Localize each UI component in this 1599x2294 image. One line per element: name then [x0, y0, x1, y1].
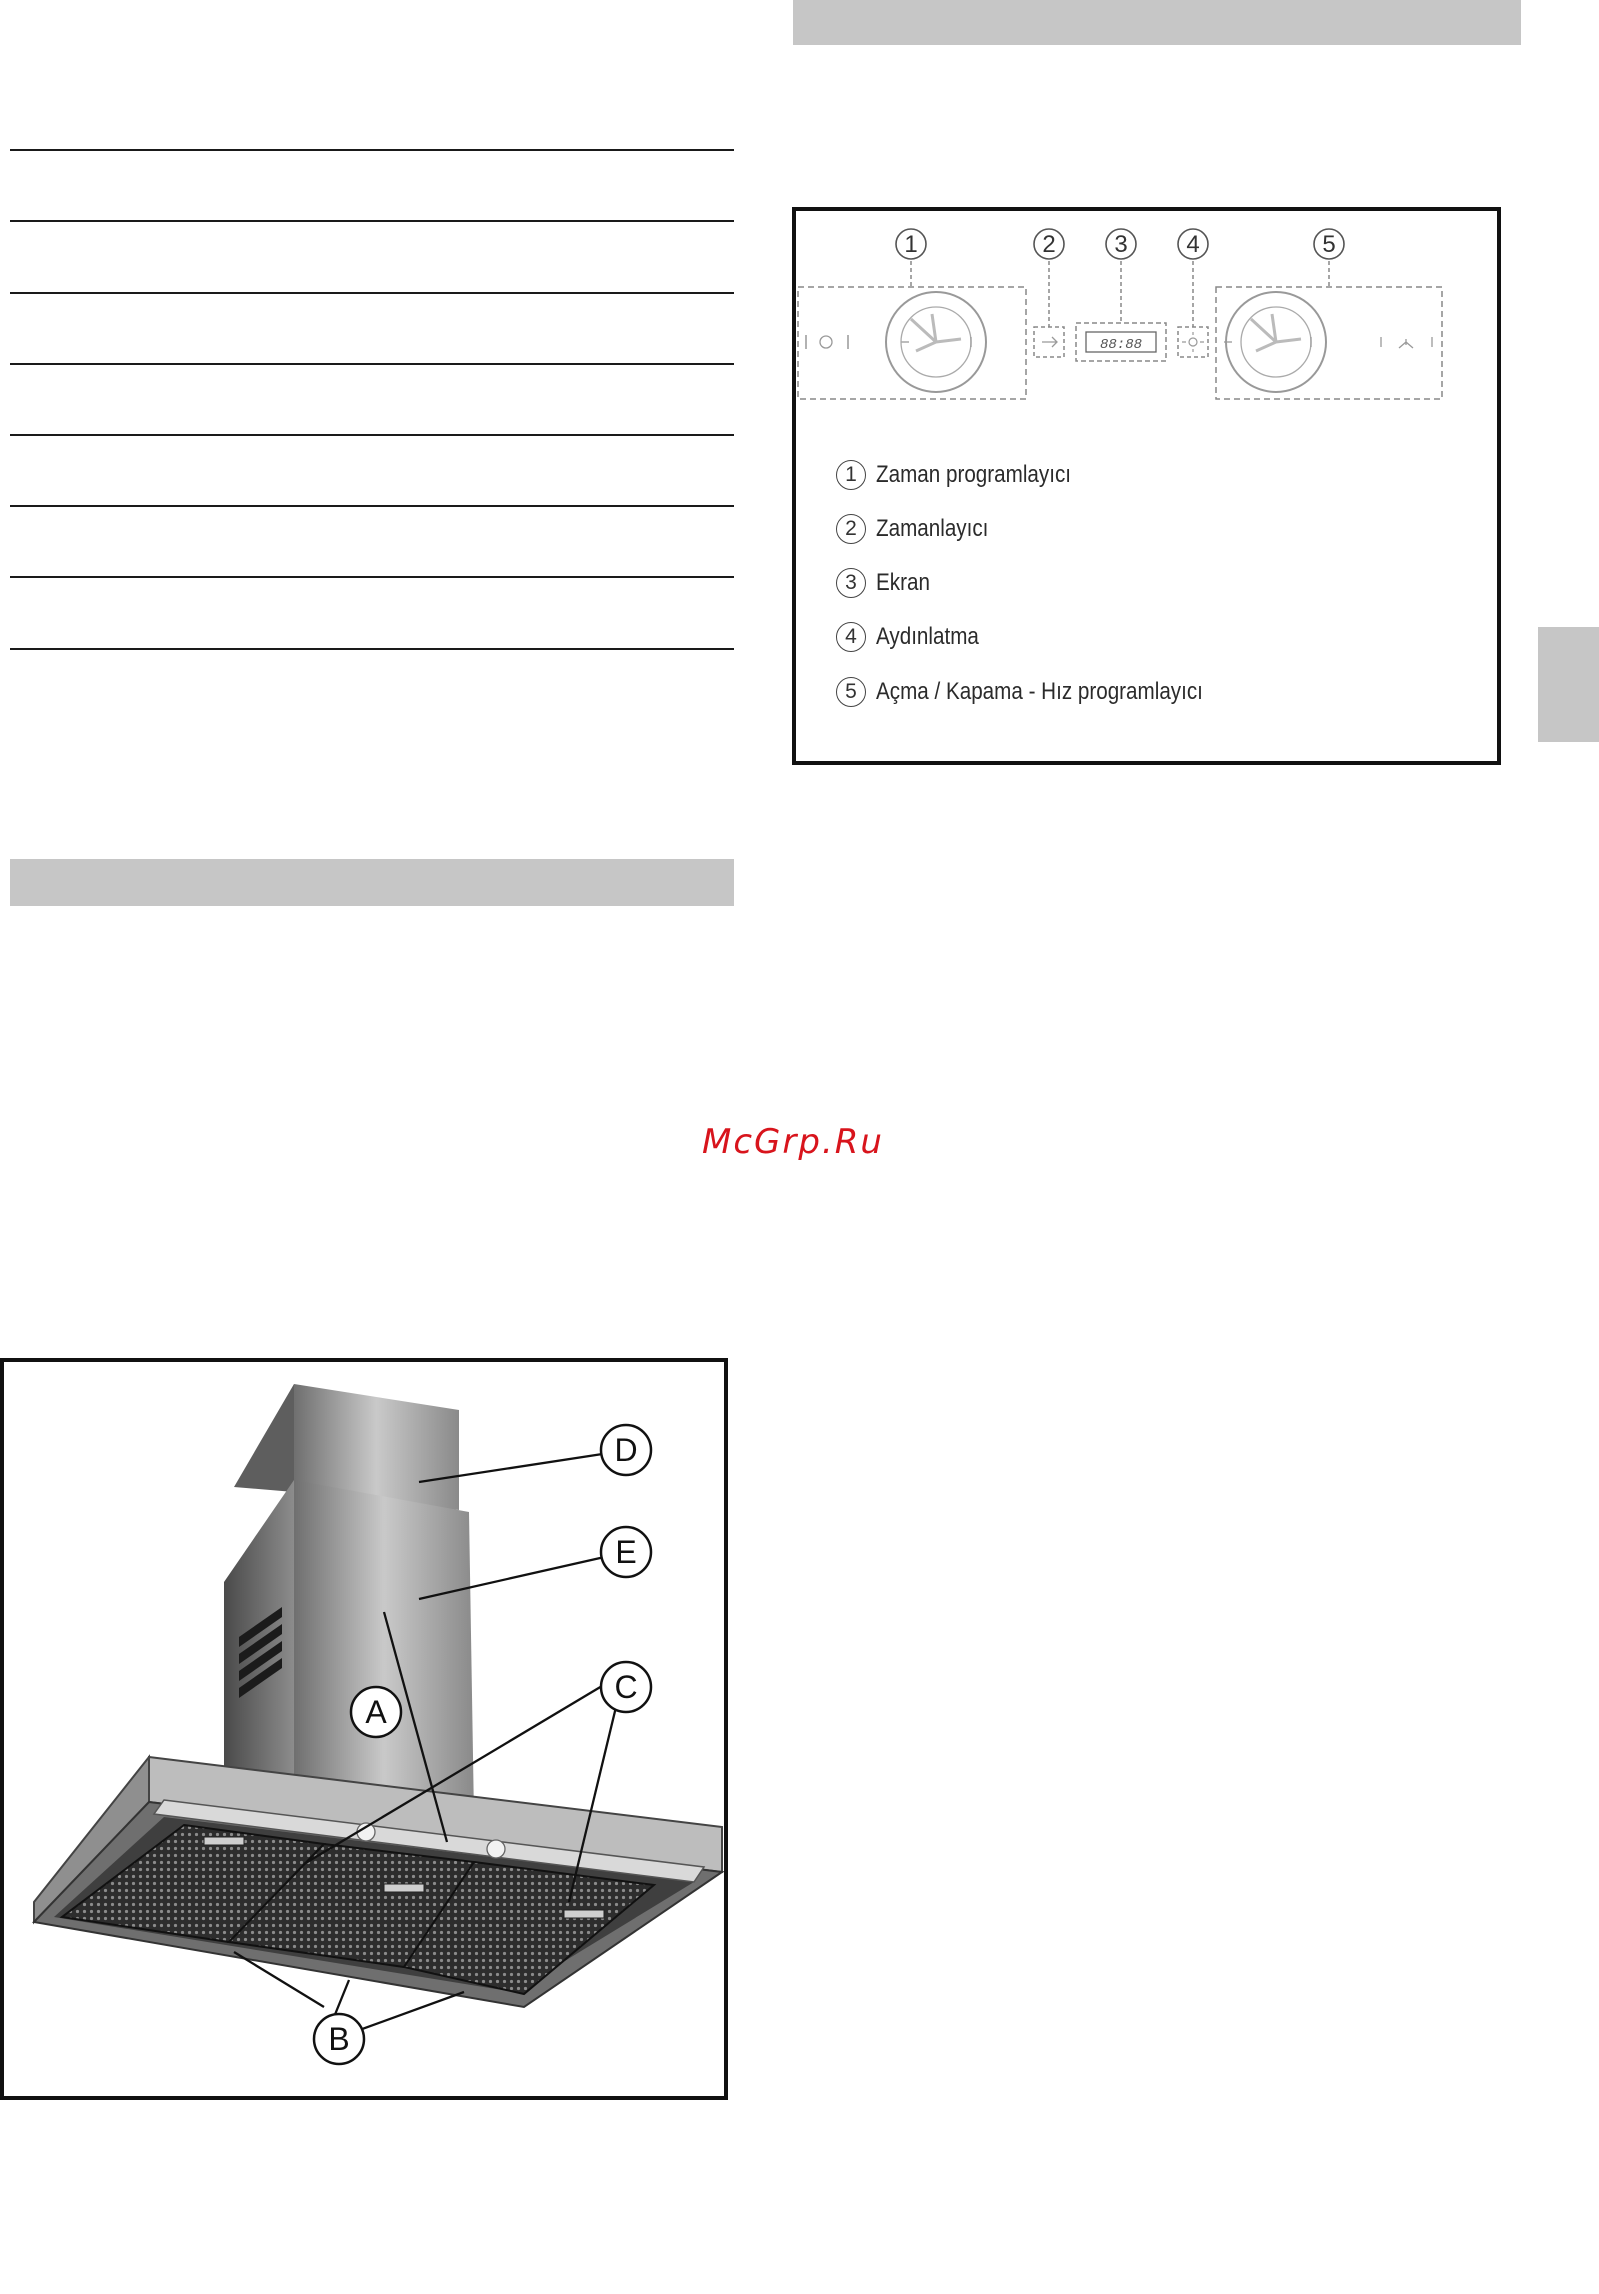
table-rule [10, 434, 734, 436]
hood-figure [0, 1358, 728, 2100]
legend-item [836, 568, 939, 598]
callout-number: 5 [1322, 231, 1336, 258]
callout-number: 3 [1114, 231, 1128, 258]
callout-number: 1 [904, 231, 918, 258]
callout-d [601, 1425, 651, 1475]
timer-button [1042, 337, 1057, 347]
callout-b [314, 2014, 364, 2064]
control-panel-diagram [796, 211, 1497, 461]
table-rule [10, 505, 734, 507]
legend-label: Ekran [876, 569, 930, 596]
watermark: McGrp.Ru [702, 1122, 884, 1162]
callout-number: 2 [1042, 231, 1056, 258]
callout-a [351, 1687, 401, 1737]
legend-item [836, 677, 1256, 707]
display-screen [1086, 332, 1156, 353]
page-edge-tab [1538, 627, 1599, 742]
legend-number: 5 [836, 677, 866, 707]
legend-item [836, 514, 1007, 544]
legend-label: Açma / Kapama - Hız programlayıcı [876, 678, 1203, 705]
section-header-bar [793, 0, 1521, 45]
display-readout: 88:88 [1099, 337, 1143, 353]
legend-number: 1 [836, 460, 866, 490]
legend-item [836, 460, 1103, 490]
callout-letter: E [615, 1534, 637, 1570]
legend-number: 2 [836, 514, 866, 544]
hood-diagram [4, 1362, 724, 2096]
table-rule [10, 149, 734, 151]
callout-letter: B [328, 2021, 350, 2057]
section-header-bar [10, 859, 734, 906]
callout-letter: D [614, 1432, 638, 1468]
table-rule [10, 220, 734, 222]
legend-label: Zamanlayıcı [876, 515, 989, 542]
table-rule [10, 363, 734, 365]
table-rule [10, 292, 734, 294]
legend-number: 4 [836, 622, 866, 652]
legend-label: Zaman programlayıcı [876, 461, 1072, 488]
callout-c [601, 1662, 651, 1712]
legend-item [836, 622, 996, 652]
callout-number: 4 [1186, 231, 1200, 258]
control-panel-figure [792, 207, 1501, 765]
power-speed-knob [1224, 292, 1432, 392]
table-rule [10, 648, 734, 650]
table-rule [10, 576, 734, 578]
timer-programmer-knob [806, 292, 986, 392]
callout-letter: A [365, 1694, 387, 1730]
callout-e [601, 1527, 651, 1577]
legend-number: 3 [836, 568, 866, 598]
legend-label: Aydınlatma [876, 623, 979, 650]
light-button [1182, 332, 1204, 352]
callout-letter: C [614, 1669, 638, 1705]
